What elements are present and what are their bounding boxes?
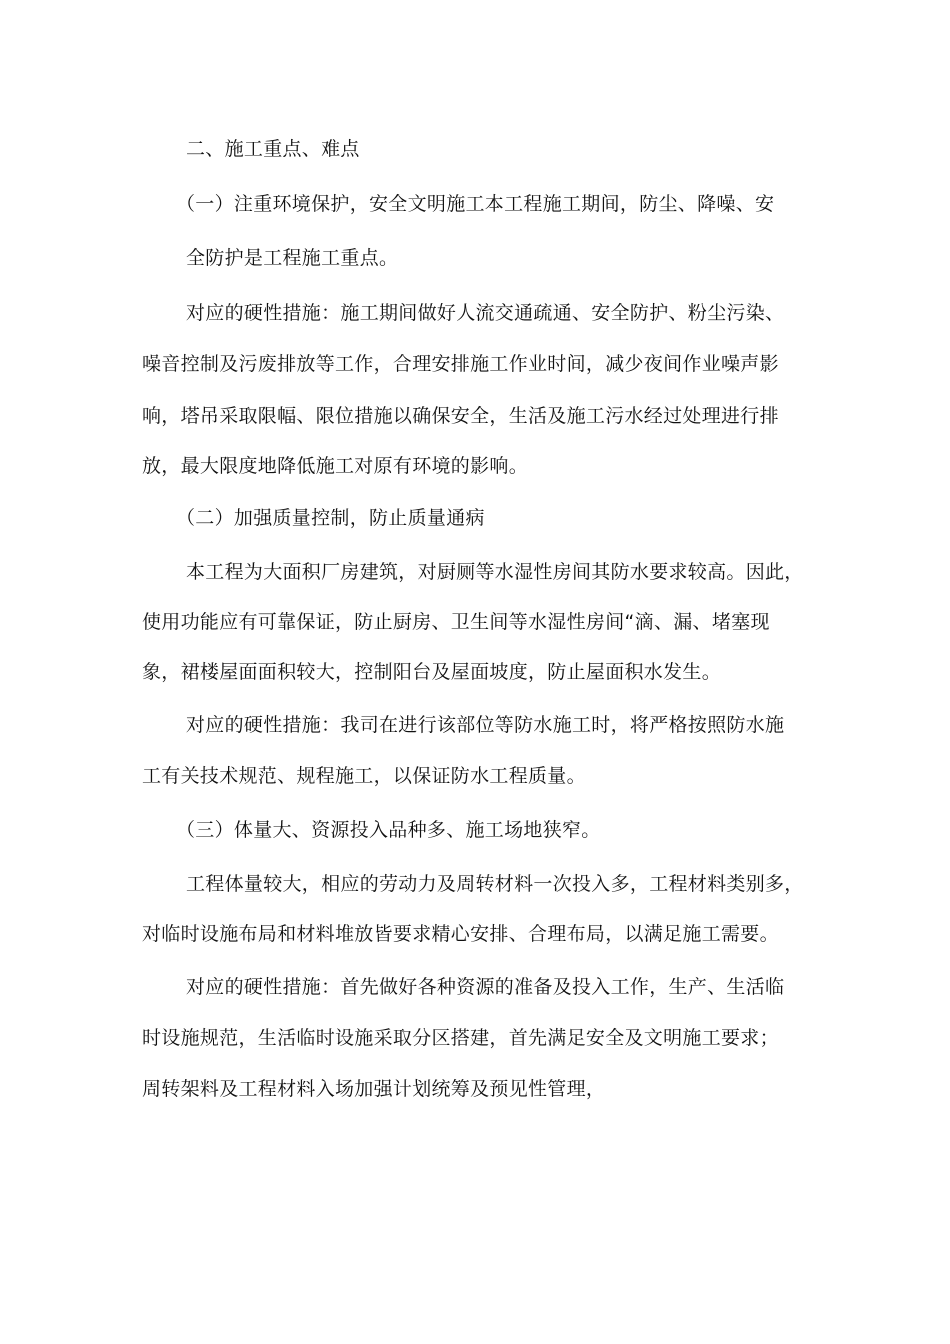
paragraph-line: 对应的硬性措施：首先做好各种资源的准备及投入工作，生产、生活临: [186, 976, 785, 998]
subsection-heading-3: （三）体量大、资源投入品种多、施工场地狭窄。: [176, 819, 601, 841]
paragraph-line: 对应的硬性措施：施工期间做好人流交通疏通、安全防护、粉尘污染、: [186, 302, 785, 324]
paragraph-line: 对应的硬性措施：我司在进行该部位等防水施工时，将严格按照防水施: [186, 714, 785, 736]
paragraph-line: 工有关技术规范、规程施工，以保证防水工程质量。: [142, 765, 586, 787]
paragraph-line: 对临时设施布局和材料堆放皆要求精心安排、合理布局，以满足施工需要。: [142, 923, 779, 945]
paragraph-line: 周转架料及工程材料入场加强计划统筹及预见性管理，: [142, 1078, 606, 1100]
paragraph-line: 象，裙楼屋面面积较大，控制阳台及屋面坡度，防止屋面积水发生。: [142, 661, 722, 683]
paragraph-line: 本工程为大面积厂房建筑，对厨厕等水湿性房间其防水要求较高。因此，: [186, 561, 804, 583]
paragraph-line: 时设施规范，生活临时设施采取分区搭建，首先满足安全及文明施工要求；: [142, 1027, 779, 1049]
paragraph-line: 噪音控制及污废排放等工作，合理安排施工作业时间，减少夜间作业噪声影: [142, 353, 779, 375]
subsection-heading-1: （一）注重环境保护，安全文明施工本工程施工期间，防尘、降噪、安: [176, 193, 775, 215]
paragraph-line: 工程体量较大，相应的劳动力及周转材料一次投入多，工程材料类别多，: [186, 873, 804, 895]
subsection-heading-2: （二）加强质量控制，防止质量通病: [176, 507, 485, 529]
paragraph-line: 使用功能应有可靠保证，防止厨房、卫生间等水湿性房间“滴、漏、堵塞现: [142, 611, 770, 633]
paragraph-line: 全防护是工程施工重点。: [186, 247, 399, 269]
paragraph-line: 放，最大限度地降低施工对原有环境的影响。: [142, 455, 529, 477]
paragraph-line: 响，塔吊采取限幅、限位措施以确保安全，生活及施工污水经过处理进行排: [142, 405, 779, 427]
section-heading: 二、施工重点、难点: [186, 138, 360, 160]
